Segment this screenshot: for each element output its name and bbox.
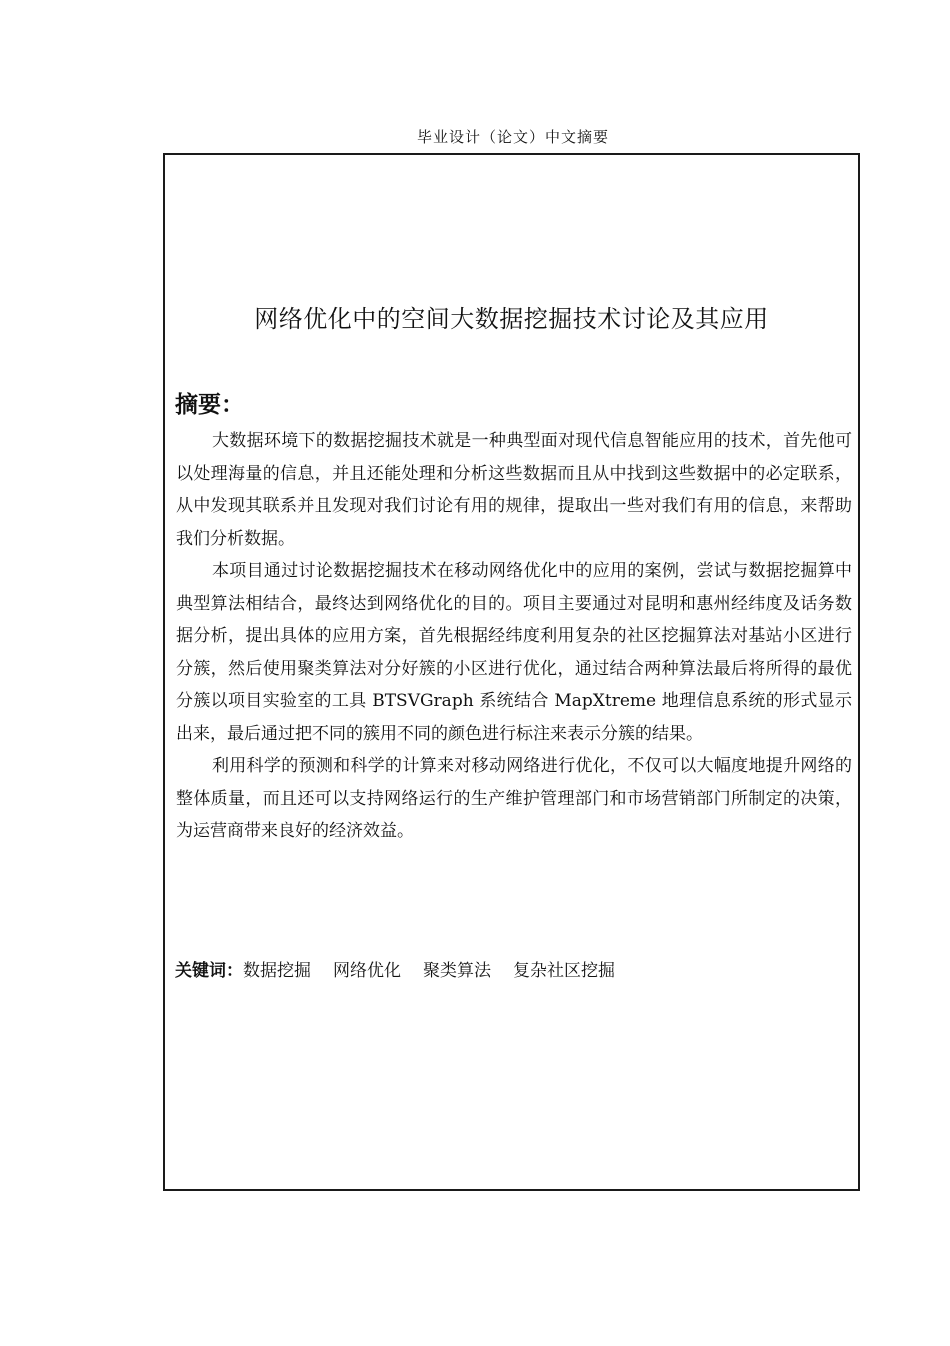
abstract-paragraph: 利用科学的预测和科学的计算来对移动网络进行优化，不仅可以大幅度地提升网络的整体质量，而且还可以支持网络运行的生产维护管理部门和市场营销部门所制定的决策，为运营商带来良好的经济效益。	[176, 756, 852, 841]
page-header: 毕业设计（论文）中文摘要	[416, 128, 609, 146]
keyword: 聚类算法	[423, 961, 491, 981]
abstract-body	[176, 425, 852, 848]
keyword: 复杂社区挖掘	[513, 961, 615, 981]
keywords-line	[175, 956, 637, 981]
abstract-paragraph: 本项目通过讨论数据挖掘技术在移动网络优化中的应用的案例，尝试与数据挖掘算中典型算法相结合，最终达到网络优化的目的。项目主要通过对昆明和惠州经纬度及话务数据分析，提出具体的应用方案，首先根据经纬度利用复杂的社区挖掘算法对基站小区进行分簇，然后使用聚类算法对分好簇的小区进行优化，通过结合两种算法最后将所得的最优分簇以项目实验室的工具 BTSVGraph 系统结合 MapXtreme 地理信息系统的形式显示出来，最后通过把不同的簇用不同的颜色进行标注来表示分簇的结果。	[176, 561, 852, 744]
abstract-paragraph: 大数据环境下的数据挖掘技术就是一种典型面对现代信息智能应用的技术，首先他可以处理海量的信息，并且还能处理和分析这些数据而且从中找到这些数据中的必定联系，从中发现其联系并且发现对我们讨论有用的规律，提取出一些对我们有用的信息，来帮助我们分析数据。	[176, 431, 852, 549]
abstract-frame	[163, 153, 860, 1191]
keyword: 数据挖掘	[243, 961, 311, 981]
thesis-title: 网络优化中的空间大数据挖掘技术讨论及其应用	[254, 305, 769, 333]
keyword: 网络优化	[333, 961, 401, 981]
abstract-heading: 摘要：	[175, 392, 244, 418]
keywords-label: 关键词：	[175, 961, 243, 981]
